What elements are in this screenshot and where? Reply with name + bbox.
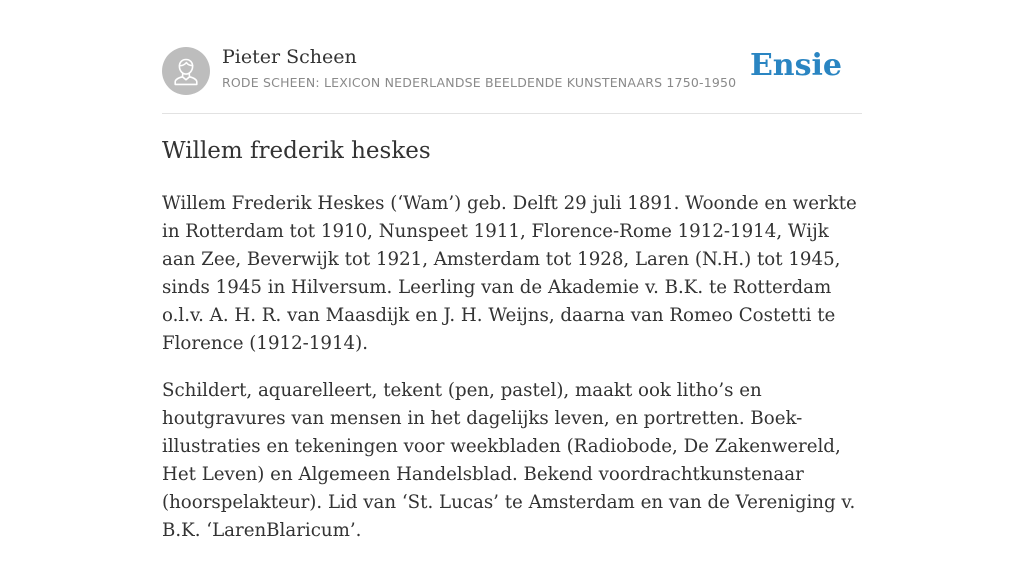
header-divider	[162, 113, 862, 114]
page-title: Willem frederik heskes	[162, 138, 431, 164]
author-header	[162, 46, 862, 96]
author-name[interactable]: Pieter Scheen	[222, 46, 357, 68]
source-title[interactable]: RODE SCHEEN: LEXICON NEDERLANDSE BEELDENDE KUNSTENAARS 1750-1950	[222, 75, 737, 90]
avatar[interactable]	[162, 47, 210, 95]
user-icon	[162, 47, 210, 95]
paragraph-2: Schildert, aquarelleert, tekent (pen, pastel), maakt ook litho’s en houtgravures van mensen in het dagelijks leven, en portretten. Boek-illustraties en tekeningen voor weekbladen (Radiobode, De Zakenwereld, Het Leven) en Algemeen Handelsblad. Bekend voordrachtkunstenaar (hoorspelakteur). Lid van ‘St. Lucas’ te Amsterdam en van de Vereniging v. B.K. ‘LarenBlaricum’.	[162, 380, 856, 541]
paragraph-1: Willem Frederik Heskes (‘Wam’) geb. Delft 29 juli 1891. Woonde en werkte in Rotterdam tot 1910, Nunspeet 1911, Florence-Rome 1912-1914, Wijk aan Zee, Beverwijk tot 1921, Amsterdam tot 1928, Laren (N.H.) tot 1945, sinds 1945 in Hilversum. Leerling van de Akademie v. B.K. te Rotterdam o.l.v. A. H. R. van Maasdijk en J. H. Weijns, daarna van Romeo Costetti te Florence (1912-1914).	[162, 193, 857, 354]
article-body	[162, 190, 864, 564]
ensie-logo[interactable]: Ensie	[749, 48, 842, 83]
